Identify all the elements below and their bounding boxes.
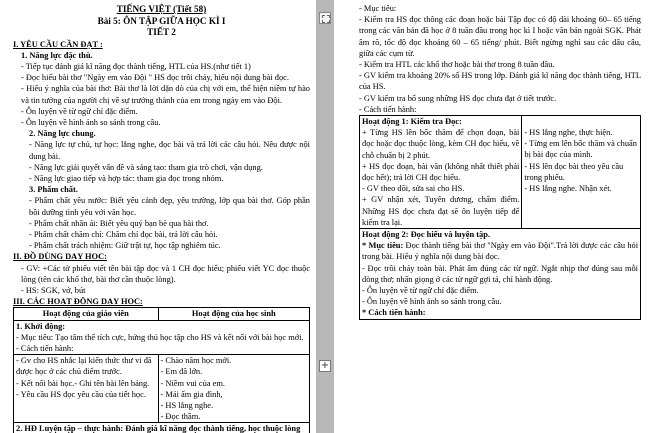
cell-line: - Niềm vui của em. — [160, 378, 225, 388]
cell-line: - Kết nối bài học.- Ghi tên bài lên bảng. — [16, 378, 150, 388]
paragraph: - Ôn luyện về hình ảnh so sánh trong câu. — [21, 117, 161, 127]
paragraph: - GV kiểm tra khoảng 20% số HS trong lớp. Đánh giá kĩ năng đọc thành tiếng, HTL của HS. — [359, 71, 641, 92]
cell-line: - Ôn luyện về hình ảnh so sánh trong câu. — [362, 297, 502, 307]
lesson-subtitle: Bài 5: ÔN TẬP GIỮA HỌC KÌ I — [97, 15, 226, 26]
cell-line: - Đọc trôi chảy toàn bài. Phát âm đúng các từ ngữ. Ngắt nhịp thơ đúng sau mỗi dòng thơ; nhấn giọng ở các từ ngữ gợi tả, chỉ hành động. — [362, 263, 638, 284]
paragraph: - HS: SGK, vở, bút — [21, 285, 86, 295]
paragraph-block — [13, 139, 310, 184]
lesson-period: TIẾT 2 — [147, 27, 176, 37]
paragraph-block — [13, 61, 310, 128]
paragraph: - Năng lực tự chủ, tự học: lắng nghe, đọc bài và trả lời các câu hỏi. Nêu được nội dung bài. — [29, 140, 310, 161]
paragraph: - Mục tiêu: — [359, 4, 397, 13]
column-header-student: Hoạt động của học sinh — [191, 309, 276, 319]
cell-line: - HS lắng nghe, thực hiện. — [524, 128, 613, 138]
add-row-button[interactable]: + — [320, 360, 330, 371]
paragraph: - Năng lực giao tiếp và hợp tác: tham gia đọc trong nhóm. — [29, 173, 224, 183]
lesson-title: TIẾNG VIỆT (Tiết 58) — [116, 4, 207, 14]
section-heading-activities: III. CÁC HOẠT ĐỘNG DẠY HỌC: — [13, 297, 143, 307]
cell-line: - Mái ấm gia đình, — [160, 389, 223, 399]
warmup-heading: 1. Khởi động: — [16, 321, 66, 331]
move-handle-icon[interactable] — [319, 12, 331, 24]
cell-line: + Từng HS lên bốc thăm để chọn đoạn, bài đọc hoặc đọc thuộc lòng, kèm CH đọc hiểu, về chỗ chuẩn bị 2 phút. — [362, 128, 520, 160]
activities-table-continued — [359, 115, 641, 320]
warmup-goal: - Mục tiêu: Tạo tâm thế tích cực, hứng thú học tập cho HS và kết nối với bài học mới. — [16, 332, 304, 342]
cell-line: - Gv cho HS nhắc lại kiến thức thư vi đã được học ở các chủ điểm trước. — [16, 356, 152, 377]
cell-line: - HS lắng nghe. — [160, 401, 214, 410]
cell-line: - Ôn luyện về từ ngữ chỉ đặc điểm. — [362, 286, 479, 296]
cell-line: - HS lắng nghe. Nhận xét. — [524, 184, 612, 194]
subheading-specific-competence: 1. Năng lực đặc thù. — [21, 50, 93, 60]
paragraph: - Đọc hiểu bài thơ "Ngày em vào Đội " HS đọc trôi chảy, hiểu nội dung bài đọc. — [21, 73, 289, 83]
section-heading-objectives: I. YÊU CẦU CẦN ĐẠT : — [13, 39, 103, 49]
cell-line: - GV theo dõi, sửa sai cho HS. — [362, 184, 465, 194]
cell-line: + HS đọc đoạn, bài văn (không nhất thiết phải đọc hết); trả lời CH đọc hiểu. — [362, 161, 520, 183]
cell-line: - Chào năm học mới. — [160, 356, 232, 366]
table-row-activity-2 — [360, 228, 640, 319]
cell-line: + GV nhận xét, Tuyên dương, chấm điểm. Những HS đọc chưa đạt sẽ ôn luyện tiếp để kiểm tra lại. — [362, 195, 520, 227]
goal-text: Đọc thành tiếng bài thơ "Ngày em vào Đội".Trả lời được các câu hỏi trong bài. Hiểu ý nghĩa nội dung bài đọc. — [362, 241, 639, 262]
paragraph: - Ôn luyện về từ ngữ chỉ đặc điểm. — [21, 106, 138, 116]
paragraph: - GV kiểm tra bổ sung những HS đọc chưa đạt ở tiết trước. — [359, 93, 557, 103]
column-header-teacher: Hoạt động của giáo viên — [14, 308, 159, 319]
table-row — [14, 355, 309, 423]
paragraph-block — [13, 195, 310, 251]
paragraph-block — [359, 3, 641, 115]
paragraph: - Kiểm tra HTL các khổ thơ hoặc bài thơ trong 8 tuần đầu. — [359, 60, 555, 70]
table-header-row — [14, 308, 309, 320]
paragraph: - Cách tiến hành: — [359, 104, 417, 114]
cell-line: - Em đã lớn. — [160, 367, 203, 377]
table-row-activity-1 — [360, 116, 640, 228]
practice-heading: 2. HĐ Luyện tập – thực hành: Đánh giá kĩ năng đọc thành tiếng, học thuộc lòng — [16, 424, 301, 433]
section-heading-materials: II. ĐỒ DÙNG DẠY HỌC: — [13, 252, 107, 262]
cell-line — [362, 240, 638, 262]
paragraph-block — [13, 263, 310, 297]
student-cell — [522, 116, 640, 228]
activity-1-heading: Hoạt động 1: Kiểm tra Đọc: — [362, 117, 462, 127]
method-heading: * Cách tiến hành: — [362, 308, 426, 318]
table-row-warmup — [14, 321, 309, 356]
cell-line: - HS lên đọc bài theo yêu cầu trong phiếu. — [524, 161, 624, 182]
document-page-right — [334, 0, 650, 433]
teacher-cell — [14, 355, 159, 422]
teacher-cell — [360, 116, 522, 228]
paragraph: - Kiểm tra HS đọc thông các đoạn hoặc bài Tập đọc có độ dài khoảng 60– 65 tiếng trong các văn bản đã học ở 8 tuần đầu trong học kì I hoặc văn bản ngoài SGK. Phát âm rõ, tốc độ đọc khoảng 60 – 65 tiếng/ phút. Biết ngừng nghỉ sau các dấu câu, giữa các cụm từ. — [359, 15, 641, 58]
paragraph: - Phẩm chất chăm chỉ: Chăm chỉ đọc bài, trả lời câu hỏi. — [29, 229, 218, 239]
activity-2-heading: Hoạt động 2: Đọc hiểu và luyện tập. — [362, 230, 490, 240]
paragraph: - Năng lực giải quyết vấn đề và sáng tạo: tham gia trò chơi, vận dụng. — [29, 162, 263, 172]
cell-line: - Đọc thầm. — [160, 412, 201, 422]
paragraph: - Hiểu ý nghĩa của bài thơ: Bài thơ là lời dặn dò của chị với em, thể hiện niềm tự hào và tin tưởng của người chị về sự trưởng thành của em trong ngày em vào Đội. — [21, 84, 310, 105]
paragraph: - Phẩm chất nhân ái: Biết yêu quý bạn bè qua bài thơ. — [29, 218, 209, 228]
student-cell — [159, 355, 309, 422]
warmup-method: - Cách tiến hành: — [16, 343, 74, 353]
goal-label: * Mục tiêu: — [362, 241, 404, 251]
activities-table — [13, 307, 310, 433]
subheading-qualities: 3. Phẩm chất. — [29, 185, 78, 195]
paragraph: - GV: +Các tờ phiếu viết tên bài tập đọc và 1 CH đọc hiểu; phiếu viết YC đọc thuộc lòng (tên các khổ thơ, bài thơ cần thuộc lòng). — [21, 263, 310, 284]
cell-line: - Yêu cầu HS đọc yêu cầu của tiết học. — [16, 389, 146, 399]
subheading-general-competence: 2. Năng lực chung. — [29, 129, 96, 139]
paragraph: - Phẩm chất trách nhiệm: Giữ trật tự, học tập nghiêm túc. — [29, 241, 221, 251]
cell-line: - Từng em lên bốc thăm và chuẩn bị bài đọc của mình. — [524, 139, 637, 160]
document-page-left — [0, 0, 316, 433]
paragraph: - Tiếp tục đánh giá kĩ năng đọc thành tiếng, HTL của HS.(như tiết 1) — [21, 61, 251, 71]
paragraph: - Phẩm chất yêu nước: Biết yêu cảnh đẹp, yêu trường, lớp qua bài thơ. Góp phần bồi dưỡng tình yêu với văn học. — [29, 196, 310, 217]
